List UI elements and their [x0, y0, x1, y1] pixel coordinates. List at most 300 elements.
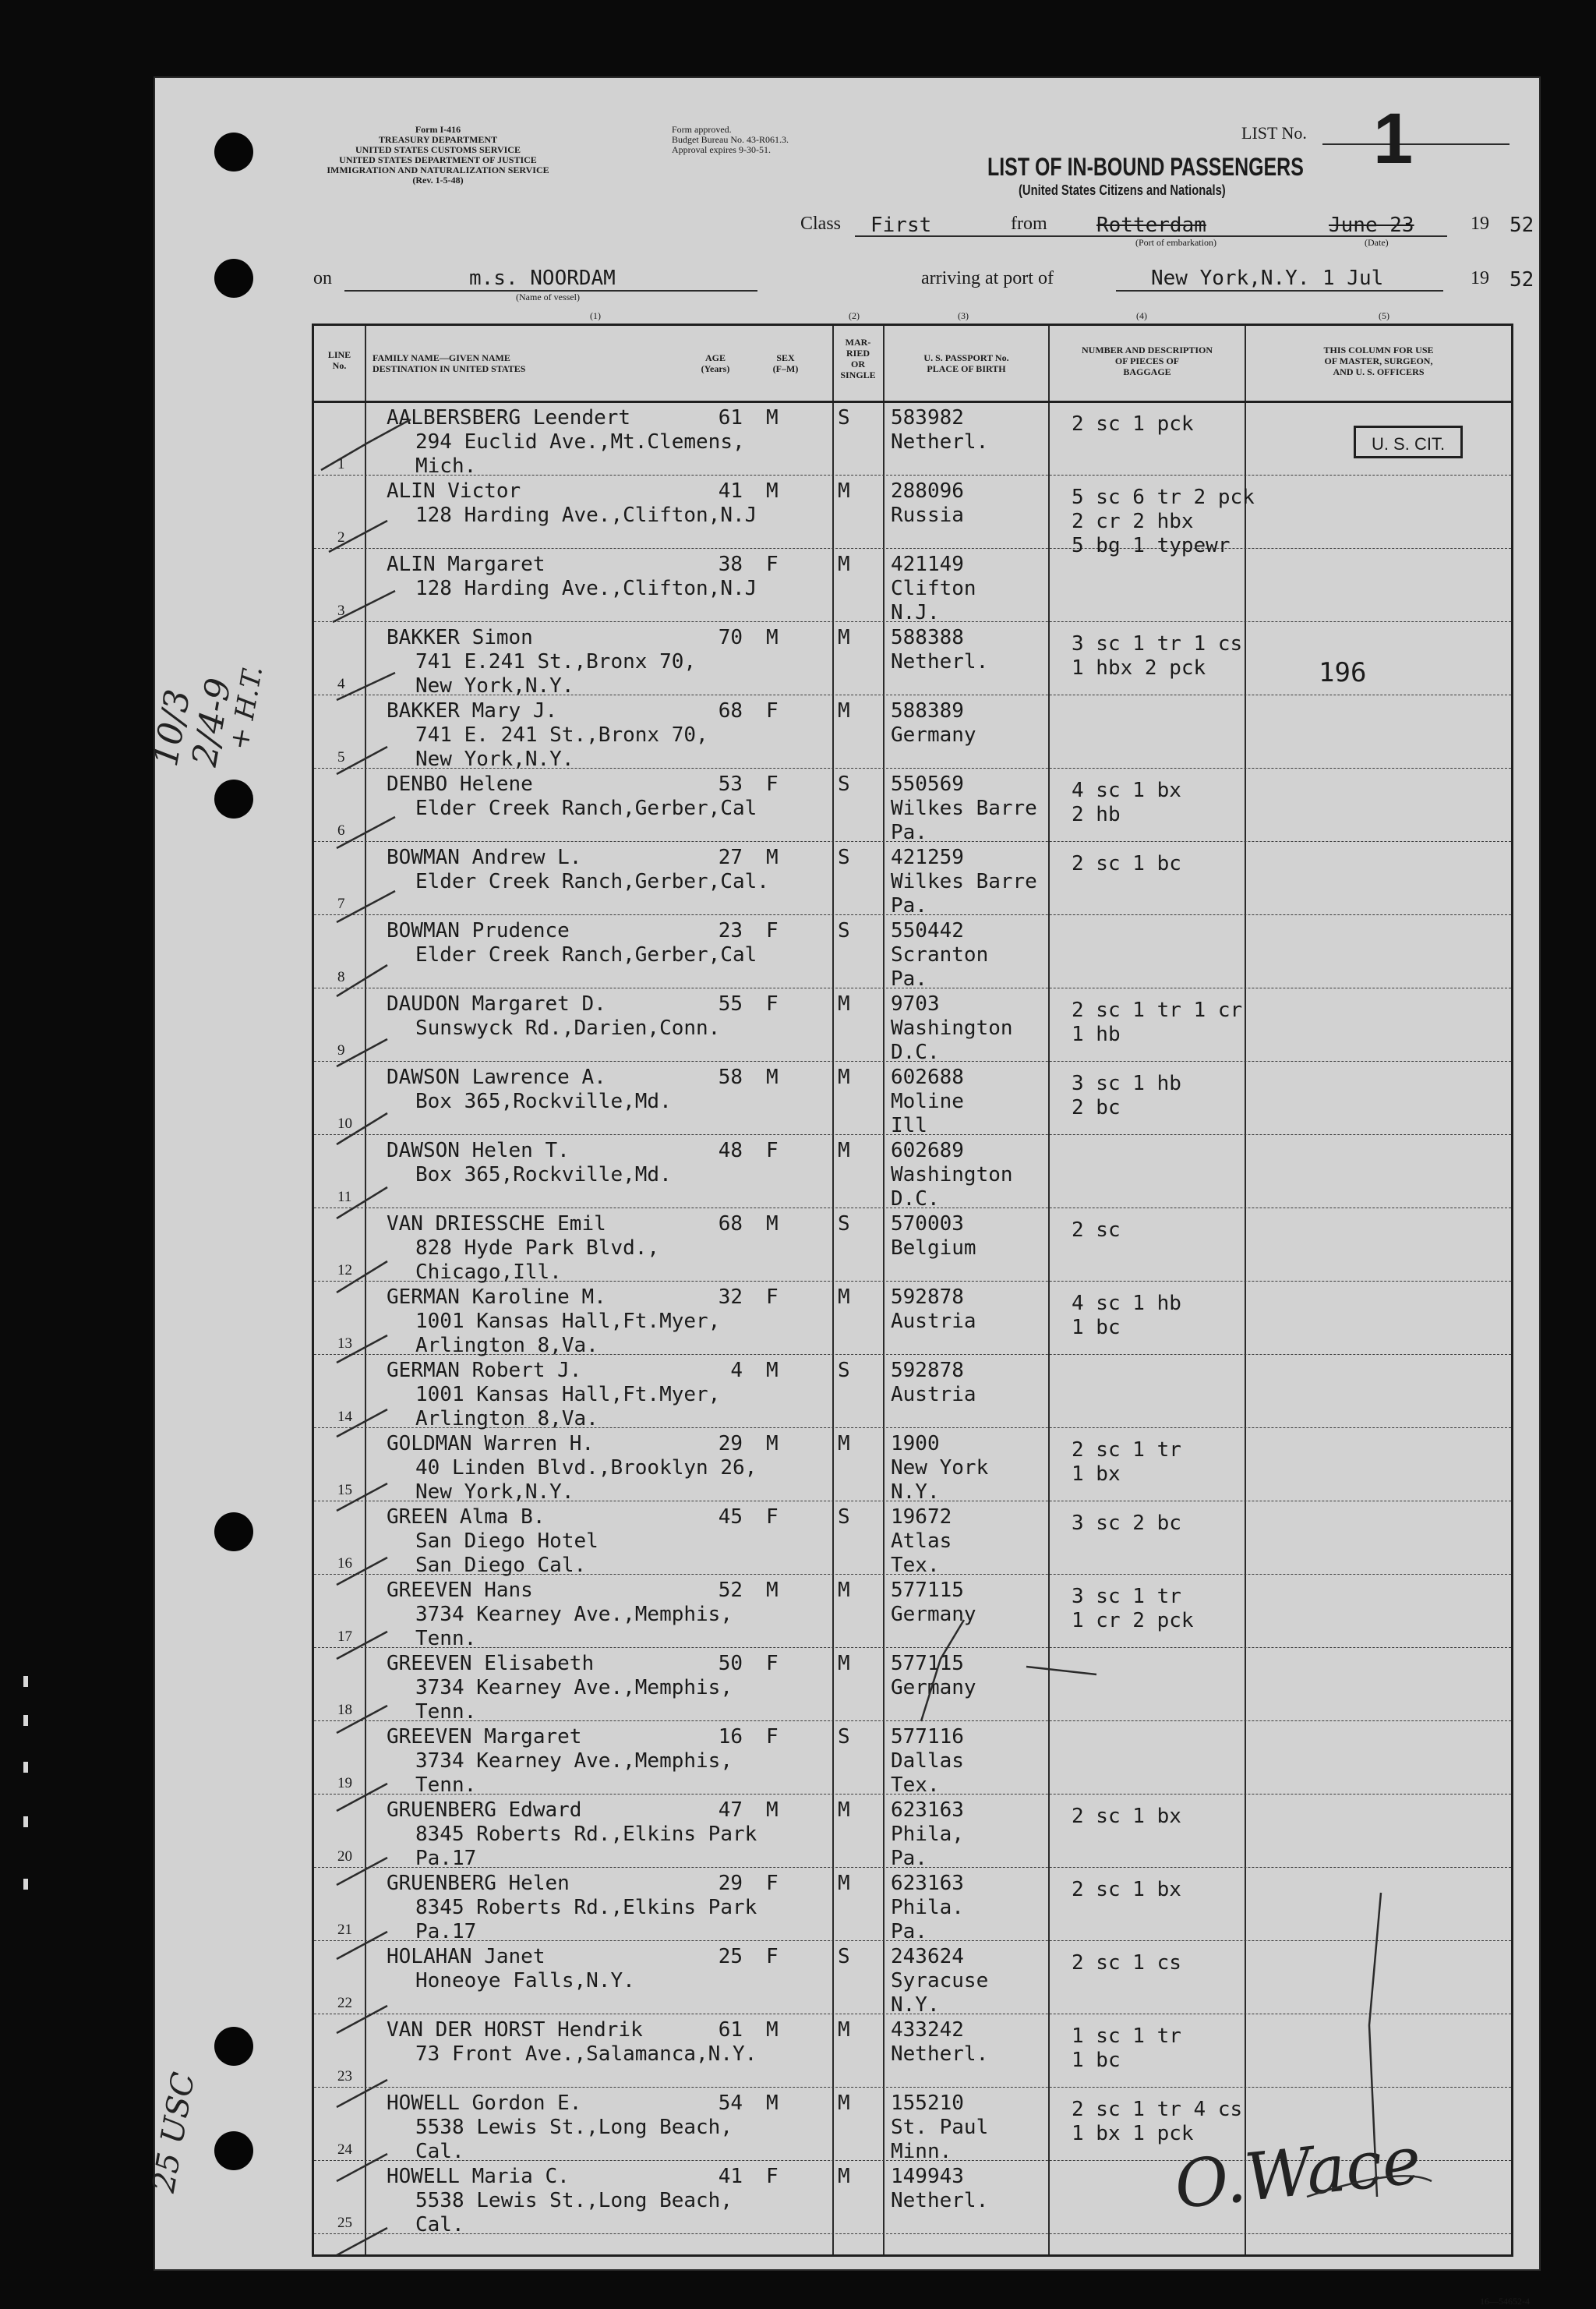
passport-number: 570003 — [891, 1212, 964, 1236]
dept-justice: UNITED STATES DEPARTMENT OF JUSTICE — [339, 154, 537, 165]
baggage-description: 2 sc 1 pck — [1072, 412, 1194, 436]
baggage-description: 2 hb — [1072, 803, 1121, 826]
destination-line: Elder Creek Ranch,Gerber,Cal. — [415, 870, 769, 893]
place-of-birth: Ill — [891, 1114, 927, 1137]
marital-status-cell: S — [838, 1725, 850, 1749]
sex-cell: M — [766, 479, 779, 503]
from-label: from — [1011, 214, 1047, 234]
place-of-birth: D.C. — [891, 1041, 940, 1064]
line-number: 14 — [337, 1409, 352, 1425]
sex-cell: F — [766, 773, 779, 796]
place-of-birth: Austria — [891, 1383, 976, 1406]
passport-number: 577115 — [891, 1579, 964, 1602]
header-text: No. — [332, 360, 347, 371]
destination-line: 828 Hyde Park Blvd., — [415, 1236, 660, 1260]
dept-treasury: TREASURY DEPARTMENT — [378, 134, 498, 145]
age-cell: 16 — [718, 1725, 743, 1749]
place-of-birth: Phila, — [891, 1823, 964, 1846]
passenger-name: BOWMAN Prudence — [387, 919, 570, 942]
destination-line: Box 365,Rockville,Md. — [415, 1090, 672, 1113]
passenger-name: HOWELL Gordon E. — [387, 2092, 582, 2115]
passport-number: 421149 — [891, 553, 964, 576]
approval-line: Budget Bureau No. 43-R061.3. — [672, 134, 789, 145]
header-text: DESTINATION IN UNITED STATES — [373, 363, 526, 374]
age-cell: 25 — [718, 1945, 743, 1968]
passport-number: 421259 — [891, 846, 964, 869]
baggage-description: 2 sc 1 bc — [1072, 852, 1181, 875]
passport-number: 592878 — [891, 1285, 964, 1309]
marital-status-cell: M — [838, 2092, 850, 2115]
passenger-name: GREEVEN Elisabeth — [387, 1652, 595, 1675]
line-number: 18 — [337, 1702, 352, 1718]
form-title: LIST OF IN-BOUND PASSENGERS — [987, 153, 1304, 181]
class-value: First — [870, 214, 932, 237]
list-number-label: LIST No. — [1241, 123, 1307, 143]
place-of-birth: D.C. — [891, 1187, 940, 1211]
passenger-name: AALBERSBERG Leendert — [387, 406, 631, 430]
baggage-description: 3 sc 2 bc — [1072, 1512, 1181, 1535]
baggage-description: 3 sc 1 tr — [1072, 1585, 1181, 1608]
arrival-port: New York,N.Y. — [1151, 267, 1310, 290]
approval-line: Approval expires 9-30-51. — [672, 144, 771, 155]
passport-number: 592878 — [891, 1359, 964, 1382]
age-cell: 32 — [718, 1285, 743, 1309]
destination-line: San Diego Hotel — [415, 1529, 598, 1553]
sex-cell: F — [766, 1652, 779, 1675]
baggage-description: 2 sc 1 tr — [1072, 1438, 1181, 1462]
destination-line: Cal. — [415, 2140, 464, 2163]
baggage-description: 2 cr 2 hbx — [1072, 510, 1194, 533]
dept-ins: IMMIGRATION AND NATURALIZATION SERVICE — [327, 164, 549, 175]
baggage-description: 2 sc 1 bx — [1072, 1805, 1181, 1828]
place-of-birth: Wilkes Barre — [891, 797, 1037, 820]
baggage-description: 4 sc 1 bx — [1072, 779, 1181, 802]
line-number: 23 — [337, 2068, 352, 2084]
passenger-name: ALIN Margaret — [387, 553, 546, 576]
header-text: OF MASTER, SURGEON, — [1324, 355, 1433, 366]
from-value: Rotterdam — [1096, 214, 1206, 237]
destination-line: Mich. — [415, 454, 477, 478]
edge-mark — [23, 1676, 28, 1687]
baggage-description: 1 bx — [1072, 1462, 1121, 1486]
passenger-name: VAN DRIESSCHE Emil — [387, 1212, 606, 1236]
marital-status-cell: M — [838, 2165, 850, 2188]
line-number: 5 — [337, 749, 345, 766]
passenger-name: HOLAHAN Janet — [387, 1945, 546, 1968]
line-number: 9 — [337, 1042, 345, 1059]
place-of-birth: N.J. — [891, 601, 940, 624]
sex-cell: F — [766, 1139, 779, 1162]
marital-status-cell: M — [838, 479, 850, 503]
passenger-name: DAWSON Helen T. — [387, 1139, 570, 1162]
marital-status-cell: M — [838, 1798, 850, 1822]
place-of-birth: Germany — [891, 1603, 976, 1626]
line-number: 11 — [337, 1189, 352, 1205]
age-cell: 48 — [718, 1139, 743, 1162]
date-note: (Date) — [1365, 237, 1389, 248]
marital-status-cell: S — [838, 1212, 850, 1236]
place-of-birth: Syracuse — [891, 1969, 989, 1993]
sex-cell: F — [766, 553, 779, 576]
passenger-name: GREEVEN Margaret — [387, 1725, 582, 1749]
marital-status-cell: M — [838, 699, 850, 723]
place-of-birth: Austria — [891, 1310, 976, 1333]
line-number: 22 — [337, 1995, 352, 2011]
age-cell: 27 — [718, 846, 743, 869]
header-text: AND U. S. OFFICERS — [1333, 366, 1425, 377]
place-of-birth: Washington — [891, 1017, 1013, 1040]
line-number: 4 — [337, 676, 345, 692]
sex-cell: F — [766, 1725, 779, 1749]
age-cell: 38 — [718, 553, 743, 576]
line-number: 16 — [337, 1555, 352, 1572]
destination-line: Tenn. — [415, 1773, 477, 1797]
passenger-name: BAKKER Mary J. — [387, 699, 558, 723]
place-of-birth: Pa. — [891, 1847, 927, 1870]
destination-line: 741 E. 241 St.,Bronx 70, — [415, 723, 708, 747]
place-of-birth: Atlas — [891, 1529, 952, 1553]
baggage-description: 5 bg 1 typewr — [1072, 534, 1231, 557]
marital-status-cell: M — [838, 1066, 850, 1089]
header-text: U. S. PASSPORT No. — [923, 352, 1009, 363]
baggage-description: 2 sc 1 bx — [1072, 1878, 1181, 1901]
sex-cell: F — [766, 1945, 779, 1968]
arriving-label: arriving at port of — [921, 268, 1054, 288]
destination-line: Tenn. — [415, 1700, 477, 1724]
passport-number: 588388 — [891, 626, 964, 649]
passport-number: 288096 — [891, 479, 964, 503]
form-number: Form I-416 — [415, 124, 461, 135]
marital-status-cell: S — [838, 406, 850, 430]
destination-line: 128 Harding Ave.,Clifton,N.J — [415, 504, 757, 527]
passenger-name: GREEN Alma B. — [387, 1505, 546, 1529]
passport-number: 577116 — [891, 1725, 964, 1749]
header-text: SINGLE — [840, 370, 876, 380]
header-text: FAMILY NAME—GIVEN NAME — [373, 352, 510, 363]
passenger-name: GREEVEN Hans — [387, 1579, 533, 1602]
place-of-birth: Pa. — [891, 821, 927, 844]
on-label: on — [313, 268, 332, 288]
line-number: 19 — [337, 1775, 352, 1791]
place-of-birth: Pa. — [891, 967, 927, 991]
margin-note: 25 USC — [146, 2070, 203, 2195]
manifest-sheet — [146, 76, 1541, 2307]
header-text: SEX — [776, 352, 795, 363]
destination-line: 741 E.241 St.,Bronx 70, — [415, 650, 697, 674]
baggage-description: 4 sc 1 hb — [1072, 1292, 1181, 1315]
column-number: (2) — [849, 310, 860, 321]
margin-note: + H.T. — [224, 663, 270, 752]
destination-line: New York,N.Y. — [415, 748, 574, 771]
age-cell: 55 — [718, 992, 743, 1016]
baggage-description: 1 cr 2 pck — [1072, 1609, 1194, 1632]
line-number: 7 — [337, 896, 345, 912]
destination-line: Pa.17 — [415, 1920, 477, 1943]
marital-status-cell: M — [838, 992, 850, 1016]
destination-line: Chicago,Ill. — [415, 1261, 562, 1284]
sex-cell: F — [766, 2165, 779, 2188]
sex-cell: F — [766, 699, 779, 723]
pencil-marks — [154, 76, 1541, 2271]
vessel-name: m.s. NOORDAM — [469, 267, 616, 290]
age-cell: 23 — [718, 919, 743, 942]
header-text: OF PIECES OF — [1114, 355, 1180, 366]
destination-line: New York,N.Y. — [415, 1480, 574, 1504]
place-of-birth: Tex. — [891, 1773, 940, 1797]
place-of-birth: Clifton — [891, 577, 976, 600]
sex-cell: F — [766, 1872, 779, 1895]
age-cell: 68 — [718, 1212, 743, 1236]
header-text: NUMBER AND DESCRIPTION — [1081, 345, 1213, 355]
sex-cell: M — [766, 846, 779, 869]
place-of-birth: Netherl. — [891, 650, 989, 674]
destination-line: 8345 Roberts Rd.,Elkins Park — [415, 1896, 757, 1919]
sex-cell: F — [766, 992, 779, 1016]
place-of-birth: N.Y. — [891, 1480, 940, 1504]
passport-number: 583982 — [891, 406, 964, 430]
place-of-birth: Pa. — [891, 1920, 927, 1943]
destination-line: Elder Creek Ranch,Gerber,Cal — [415, 797, 757, 820]
destination-line: 294 Euclid Ave.,Mt.Clemens, — [415, 430, 745, 454]
line-number: 1 — [337, 456, 345, 472]
baggage-description: 2 bc — [1072, 1096, 1121, 1119]
passport-number: 602688 — [891, 1066, 964, 1089]
passport-number: 433242 — [891, 2018, 964, 2042]
header-text: PLACE OF BIRTH — [927, 363, 1006, 374]
passenger-name: GOLDMAN Warren H. — [387, 1432, 595, 1455]
sex-cell: M — [766, 406, 779, 430]
header-text: BAGGAGE — [1123, 366, 1171, 377]
destination-line: 40 Linden Blvd.,Brooklyn 26, — [415, 1456, 757, 1480]
line-number: 24 — [337, 2141, 352, 2158]
class-label: Class — [800, 214, 842, 234]
header-text: (F–M) — [772, 363, 799, 374]
passport-number: 623163 — [891, 1798, 964, 1822]
marital-status-cell: S — [838, 1359, 850, 1382]
age-cell: 61 — [718, 2018, 743, 2042]
passport-number: 577115 — [891, 1652, 964, 1675]
line-number: 13 — [337, 1335, 352, 1352]
age-cell: 70 — [718, 626, 743, 649]
port-note: (Port of embarkation) — [1135, 237, 1216, 248]
line-number: 2 — [337, 529, 345, 546]
departure-date: June 23 — [1329, 214, 1414, 237]
place-of-birth: Pa. — [891, 894, 927, 918]
edge-mark — [23, 1879, 28, 1890]
marital-status-cell: M — [838, 1872, 850, 1895]
place-of-birth: St. Paul — [891, 2116, 989, 2139]
sex-cell: M — [766, 1212, 779, 1236]
marital-status-cell: M — [838, 1652, 850, 1675]
destination-line: 8345 Roberts Rd.,Elkins Park — [415, 1823, 757, 1846]
marital-status-cell: S — [838, 1945, 850, 1968]
place-of-birth: Germany — [891, 723, 976, 747]
header-text: MAR- — [845, 337, 871, 348]
column-number: (5) — [1379, 310, 1389, 321]
form-code: 16—54652-4 — [1480, 2296, 1530, 2307]
age-cell: 50 — [718, 1652, 743, 1675]
margin-note: 10/3 — [146, 686, 199, 769]
place-of-birth: Dallas — [891, 1749, 964, 1773]
place-of-birth: Washington — [891, 1163, 1013, 1186]
destination-line: Tenn. — [415, 1627, 477, 1650]
passport-number: 550442 — [891, 919, 964, 942]
destination-line: 5538 Lewis St.,Long Beach, — [415, 2189, 733, 2212]
baggage-description: 5 sc 6 tr 2 pck — [1072, 486, 1255, 509]
sex-cell: M — [766, 1359, 779, 1382]
marital-status-cell: S — [838, 1505, 850, 1529]
place-of-birth: Wilkes Barre — [891, 870, 1037, 893]
place-of-birth: Russia — [891, 504, 964, 527]
age-cell: 4 — [730, 1359, 743, 1382]
destination-line: New York,N.Y. — [415, 674, 574, 698]
passenger-name: GRUENBERG Helen — [387, 1872, 570, 1895]
place-of-birth: Scranton — [891, 943, 989, 967]
destination-line: 1001 Kansas Hall,Ft.Myer, — [415, 1310, 721, 1333]
passenger-name: GRUENBERG Edward — [387, 1798, 582, 1822]
margin-note: 2/4-9 — [185, 675, 239, 769]
header-text: OR — [851, 359, 865, 370]
place-of-birth: Germany — [891, 1676, 976, 1699]
header-text: THIS COLUMN FOR USE — [1323, 345, 1434, 355]
line-number: 3 — [337, 603, 345, 619]
baggage-description: 2 sc — [1072, 1218, 1121, 1242]
sex-cell: M — [766, 1432, 779, 1455]
arrival-year: 52 — [1509, 268, 1534, 292]
vessel-note: (Name of vessel) — [516, 292, 580, 302]
line-number: 12 — [337, 1262, 352, 1278]
baggage-description: 1 hb — [1072, 1023, 1121, 1046]
line-number: 8 — [337, 969, 345, 985]
destination-line: 1001 Kansas Hall,Ft.Myer, — [415, 1383, 721, 1406]
age-cell: 41 — [718, 479, 743, 503]
header-text: LINE — [327, 349, 351, 360]
baggage-description: 2 sc 1 tr 4 cs — [1072, 2098, 1243, 2121]
marital-status-cell: M — [838, 2018, 850, 2042]
approval-line: Form approved. — [672, 124, 732, 135]
destination-line: 3734 Kearney Ave.,Memphis, — [415, 1749, 733, 1773]
marital-status-cell: M — [838, 1579, 850, 1602]
edge-mark — [23, 1762, 28, 1773]
sex-cell: F — [766, 1285, 779, 1309]
revision: (Rev. 1-5-48) — [412, 175, 464, 186]
age-cell: 54 — [718, 2092, 743, 2115]
sex-cell: F — [766, 1505, 779, 1529]
sex-cell: M — [766, 1579, 779, 1602]
sex-cell: M — [766, 1066, 779, 1089]
line-number: 10 — [337, 1116, 352, 1132]
column-number: (3) — [958, 310, 969, 321]
header-text: (Years) — [701, 363, 730, 374]
age-cell: 29 — [718, 1872, 743, 1895]
destination-line: Arlington 8,Va. — [415, 1334, 598, 1357]
place-of-birth: Netherl. — [891, 2189, 989, 2212]
passport-number: 1900 — [891, 1432, 940, 1455]
arrival-date: 1 Jul — [1322, 267, 1384, 290]
edge-mark — [23, 1715, 28, 1726]
marital-status-cell: M — [838, 1432, 850, 1455]
marital-status-cell: M — [838, 553, 850, 576]
place-of-birth: New York — [891, 1456, 989, 1480]
line-number: 15 — [337, 1482, 352, 1498]
passenger-name: BOWMAN Andrew L. — [387, 846, 582, 869]
baggage-description: 1 sc 1 tr — [1072, 2024, 1181, 2048]
baggage-description: 2 sc 1 cs — [1072, 1951, 1181, 1975]
passenger-name: DAUDON Margaret D. — [387, 992, 606, 1016]
marital-status-cell: S — [838, 773, 850, 796]
sex-cell: M — [766, 2018, 779, 2042]
passenger-name: GERMAN Karoline M. — [387, 1285, 606, 1309]
dept-customs: UNITED STATES CUSTOMS SERVICE — [355, 144, 521, 155]
age-cell: 61 — [718, 406, 743, 430]
place-of-birth: N.Y. — [891, 1993, 940, 2017]
baggage-description: 1 bc — [1072, 2049, 1121, 2072]
passport-number: 9703 — [891, 992, 940, 1016]
baggage-description: 2 sc 1 tr 1 cr — [1072, 999, 1243, 1022]
list-number: 1 — [1373, 99, 1414, 179]
edge-mark — [23, 1816, 28, 1827]
place-of-birth: Netherl. — [891, 2042, 989, 2066]
year-prefix: 19 — [1471, 268, 1489, 288]
passport-number: 155210 — [891, 2092, 964, 2115]
passenger-name: BAKKER Simon — [387, 626, 533, 649]
destination-line: 73 Front Ave.,Salamanca,N.Y. — [415, 2042, 757, 2066]
line-number: 25 — [337, 2215, 352, 2231]
destination-line: Honeoye Falls,N.Y. — [415, 1969, 635, 1993]
sex-cell: M — [766, 1798, 779, 1822]
destination-line: Elder Creek Ranch,Gerber,Cal — [415, 943, 757, 967]
us-citizen-stamp: U. S. CIT. — [1354, 426, 1463, 458]
destination-line: Sunswyck Rd.,Darien,Conn. — [415, 1017, 721, 1040]
sex-cell: M — [766, 626, 779, 649]
destination-line: 128 Harding Ave.,Clifton,N.J — [415, 577, 757, 600]
destination-line: 5538 Lewis St.,Long Beach, — [415, 2116, 733, 2139]
officer-note: 196 — [1319, 657, 1367, 688]
officer-signature: O.Wace — [1171, 2121, 1425, 2224]
destination-line: Box 365,Rockville,Md. — [415, 1163, 672, 1186]
place-of-birth: Belgium — [891, 1236, 976, 1260]
marital-status-cell: S — [838, 919, 850, 942]
year-prefix: 19 — [1471, 214, 1489, 234]
age-cell: 45 — [718, 1505, 743, 1529]
column-number: (1) — [590, 310, 601, 321]
age-cell: 68 — [718, 699, 743, 723]
place-of-birth: Minn. — [891, 2140, 952, 2163]
form-subtitle: (United States Citizens and Nationals) — [1019, 182, 1226, 198]
line-number: 17 — [337, 1628, 352, 1645]
passenger-name: DAWSON Lawrence A. — [387, 1066, 606, 1089]
destination-line: Pa.17 — [415, 1847, 477, 1870]
baggage-description: 1 hbx 2 pck — [1072, 656, 1206, 680]
marital-status-cell: S — [838, 846, 850, 869]
marital-status-cell: M — [838, 1139, 850, 1162]
passenger-name: ALIN Victor — [387, 479, 521, 503]
passport-number: 550569 — [891, 773, 964, 796]
destination-line: 3734 Kearney Ave.,Memphis, — [415, 1603, 733, 1626]
place-of-birth: Phila. — [891, 1896, 964, 1919]
header-text: RIED — [846, 348, 870, 359]
passenger-name: DENBO Helene — [387, 773, 533, 796]
destination-line: San Diego Cal. — [415, 1554, 587, 1577]
passport-number: 149943 — [891, 2165, 964, 2188]
place-of-birth: Tex. — [891, 1554, 940, 1577]
age-cell: 41 — [718, 2165, 743, 2188]
line-number: 20 — [337, 1848, 352, 1865]
age-cell: 29 — [718, 1432, 743, 1455]
passport-number: 602689 — [891, 1139, 964, 1162]
destination-line: Cal. — [415, 2213, 464, 2237]
baggage-description: 1 bc — [1072, 1316, 1121, 1339]
